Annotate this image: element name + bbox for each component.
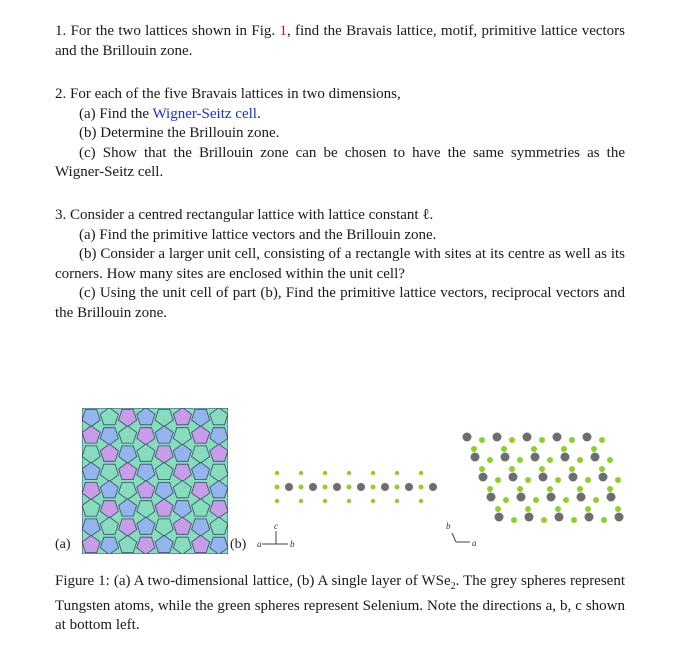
q3-part-c: (c) Using the unit cell of part (b), Find the primitive lattice vectors, reciprocal vectors and the Brillouin zone.	[55, 285, 625, 321]
selenium-atom	[347, 471, 351, 475]
selenium-atom	[547, 486, 553, 492]
selenium-atom	[601, 517, 607, 523]
tungsten-atom	[429, 483, 437, 491]
selenium-atom	[471, 446, 477, 452]
tungsten-atom	[381, 483, 389, 491]
selenium-atom	[503, 497, 509, 503]
selenium-atom	[555, 506, 561, 512]
axes-ab-icon	[440, 518, 484, 548]
selenium-atom	[487, 457, 493, 463]
axis-label-a-right: a	[472, 538, 477, 548]
tungsten-atom	[357, 483, 365, 491]
wigner-seitz-link[interactable]: Wigner-Seitz cell	[152, 105, 257, 122]
tungsten-atom	[463, 433, 472, 442]
selenium-atom	[569, 437, 575, 443]
axis-label-c: c	[274, 521, 278, 531]
figure-caption	[55, 572, 625, 636]
selenium-atom	[599, 437, 605, 443]
tungsten-atom	[547, 493, 556, 502]
tungsten-atom	[531, 453, 540, 462]
tungsten-atom	[583, 433, 592, 442]
selenium-atom	[539, 437, 545, 443]
q2-part-c: (c) Show that the Brillouin zone can be chosen to have the same symmetries as the Wigner-Seitz cell.	[55, 144, 625, 180]
tungsten-atom	[517, 493, 526, 502]
tungsten-atom	[599, 473, 608, 482]
wse2-side-view	[265, 465, 440, 510]
selenium-atom	[419, 499, 423, 503]
selenium-atom	[555, 477, 561, 483]
q2-part-a	[55, 105, 625, 125]
selenium-atom	[487, 486, 493, 492]
axes-abc-icon	[256, 520, 300, 554]
selenium-atom	[395, 485, 400, 490]
caption-rest: . The grey spheres represent Tungsten atoms, while the green spheres represent Selenium. Note the directions a, b, c shown at bottom left.	[55, 573, 626, 633]
tungsten-atom	[569, 473, 578, 482]
caption-text: (a) A two-dimensional lattice, (b) A single layer of WSe	[113, 573, 451, 589]
selenium-atom	[569, 466, 575, 472]
question-3	[55, 206, 625, 323]
selenium-atom	[577, 457, 583, 463]
selenium-atom	[517, 486, 523, 492]
selenium-atom	[599, 466, 605, 472]
selenium-atom	[547, 457, 553, 463]
q2-a-prefix: (a) Find the	[79, 105, 149, 122]
selenium-atom	[533, 497, 539, 503]
selenium-atom	[541, 517, 547, 523]
selenium-atom	[275, 471, 279, 475]
q1-text-a: For the two lattices shown in Fig.	[70, 23, 276, 39]
selenium-atom	[275, 499, 279, 503]
tungsten-atom	[615, 513, 624, 522]
axis-label-b-right: b	[446, 521, 451, 531]
question-1	[55, 22, 625, 61]
tungsten-atom	[577, 493, 586, 502]
wse2-top-view	[455, 425, 630, 530]
selenium-atom	[371, 471, 375, 475]
selenium-atom	[323, 499, 327, 503]
tungsten-atom	[561, 453, 570, 462]
selenium-atom	[517, 457, 523, 463]
tungsten-atom	[493, 433, 502, 442]
selenium-atom	[347, 485, 352, 490]
tungsten-atom	[607, 493, 616, 502]
selenium-atom	[479, 437, 485, 443]
figure-label-a: (a)	[55, 537, 71, 552]
tungsten-atom	[553, 433, 562, 442]
selenium-atom	[299, 485, 304, 490]
selenium-atom	[561, 446, 567, 452]
selenium-atom	[563, 497, 569, 503]
tungsten-atom	[509, 473, 518, 482]
selenium-atom	[525, 477, 531, 483]
selenium-atom	[593, 497, 599, 503]
caption-prefix: Figure 1:	[55, 573, 110, 589]
tungsten-atom	[591, 453, 600, 462]
selenium-atom	[531, 446, 537, 452]
selenium-atom	[479, 466, 485, 472]
selenium-atom	[591, 446, 597, 452]
tungsten-atom	[333, 483, 341, 491]
selenium-atom	[511, 517, 517, 523]
selenium-atom	[299, 471, 303, 475]
selenium-atom	[495, 506, 501, 512]
tungsten-atom	[501, 453, 510, 462]
tungsten-atom	[539, 473, 548, 482]
selenium-atom	[615, 477, 621, 483]
tungsten-atom	[555, 513, 564, 522]
selenium-atom	[525, 506, 531, 512]
selenium-atom	[323, 485, 328, 490]
selenium-atom	[419, 485, 424, 490]
selenium-atom	[615, 506, 621, 512]
q3-intro: 3. Consider a centred rectangular lattice with lattice constant ℓ.	[55, 207, 434, 223]
q3-part-b: (b) Consider a larger unit cell, consisting of a rectangle with sites at its centre as well as its corners. How many sites are enclosed within the unit cell?	[55, 246, 625, 282]
selenium-atom	[371, 499, 375, 503]
tungsten-atom	[471, 453, 480, 462]
tungsten-atom	[479, 473, 488, 482]
tungsten-atom	[285, 483, 293, 491]
axis-label-b: b	[290, 539, 295, 549]
q1-text-b: , find the Bravais lattice, motif, primitive lattice vectors and the Brillouin zone.	[55, 23, 626, 59]
selenium-atom	[509, 466, 515, 472]
selenium-atom	[371, 485, 376, 490]
selenium-atom	[347, 499, 351, 503]
selenium-atom	[299, 499, 303, 503]
tungsten-atom	[523, 433, 532, 442]
selenium-atom	[323, 471, 327, 475]
lattice-tiling-image	[82, 408, 228, 554]
selenium-atom	[607, 486, 613, 492]
tungsten-atom	[405, 483, 413, 491]
q3-part-a: (a) Find the primitive lattice vectors and the Brillouin zone.	[79, 226, 437, 243]
q1-number: 1.	[55, 23, 67, 39]
selenium-atom	[585, 477, 591, 483]
figure-label-b: (b)	[230, 537, 247, 552]
question-2	[55, 85, 625, 183]
selenium-atom	[395, 471, 399, 475]
selenium-atom	[539, 466, 545, 472]
selenium-atom	[495, 477, 501, 483]
tungsten-atom	[585, 513, 594, 522]
selenium-atom	[419, 471, 423, 475]
selenium-atom	[395, 499, 399, 503]
selenium-atom	[571, 517, 577, 523]
axis-label-a: a	[257, 539, 262, 549]
selenium-atom	[585, 506, 591, 512]
figure-ref-link[interactable]: 1	[279, 23, 287, 39]
q2-a-suffix: .	[256, 105, 261, 122]
selenium-atom	[509, 437, 515, 443]
selenium-atom	[577, 486, 583, 492]
selenium-atom	[501, 446, 507, 452]
q2-intro: 2. For each of the five Bravais lattices in two dimensions,	[55, 86, 401, 102]
q2-part-b: (b) Determine the Brillouin zone.	[79, 125, 280, 141]
caption-subscript: 2	[450, 581, 456, 592]
tungsten-atom	[525, 513, 534, 522]
tungsten-atom	[487, 493, 496, 502]
selenium-atom	[275, 485, 280, 490]
selenium-atom	[607, 457, 613, 463]
tungsten-atom	[495, 513, 504, 522]
tungsten-atom	[309, 483, 317, 491]
